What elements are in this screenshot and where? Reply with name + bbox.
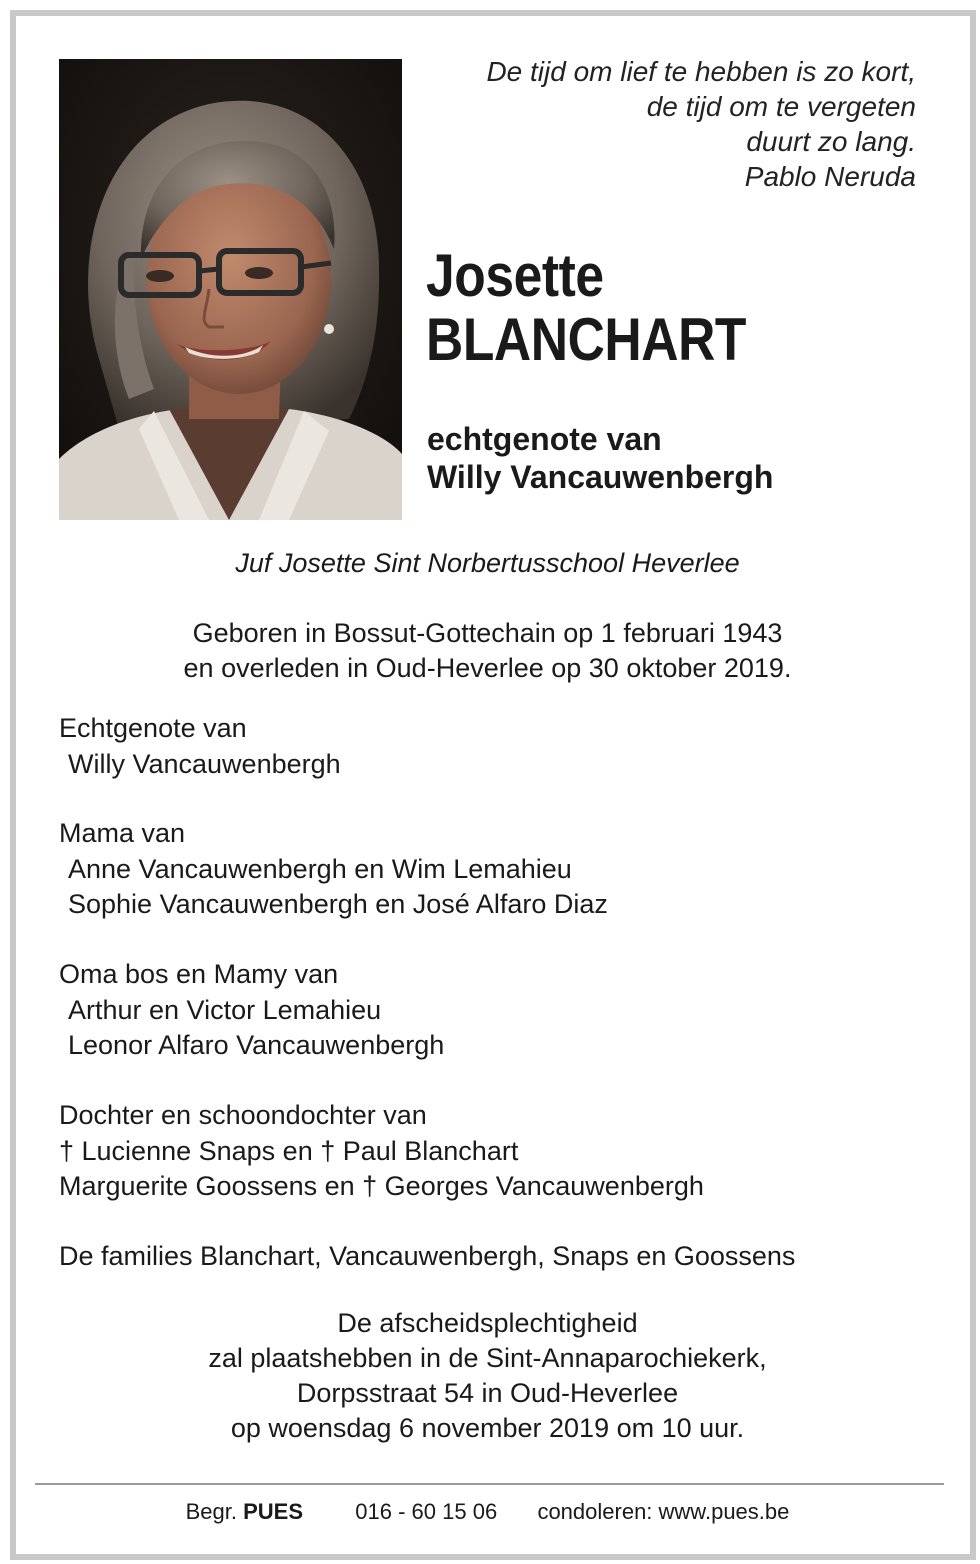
families-text: De families Blanchart, Vancauwenbergh, Snaps en Goossens: [59, 1241, 796, 1271]
relation-grandchildren: [59, 957, 444, 1064]
birth-line: Geboren in Bossut-Gottechain op 1 februari 1943: [192, 618, 783, 648]
relation-name: Leonor Alfaro Vancauwenbergh: [68, 1030, 445, 1060]
ceremony-line: Dorpsstraat 54 in Oud-Heverlee: [296, 1378, 679, 1408]
relation-heading: Mama van: [59, 818, 186, 848]
quote-author: Pablo Neruda: [744, 161, 916, 192]
relation-heading: Oma bos en Mamy van: [59, 959, 339, 989]
funeral-company: PUES: [243, 1499, 304, 1524]
relation-name: Marguerite Goossens en † Georges Vancauwenbergh: [59, 1171, 704, 1201]
last-name: BLANCHART: [426, 306, 747, 373]
subtitle: Juf Josette Sint Norbertusschool Heverlee: [235, 548, 740, 578]
relation-heading: Dochter en schoondochter van: [59, 1100, 427, 1130]
relation-name: Anne Vancauwenbergh en Wim Lemahieu: [68, 853, 572, 884]
relation-name: Arthur en Victor Lemahieu: [68, 994, 382, 1025]
spouse-label: echtgenote van: [427, 421, 662, 457]
spouse-name: Willy Vancauwenbergh: [427, 459, 774, 495]
quote: [416, 54, 916, 194]
ceremony-line: zal plaatshebben in de Sint-Annaparochiekerk,: [208, 1343, 767, 1373]
birth-death-info: [0, 616, 975, 686]
ceremony-line: op woensdag 6 november 2019 om 10 uur.: [230, 1413, 745, 1443]
portrait-photo: [59, 59, 402, 520]
relation-name: † Lucienne Snaps en † Paul Blanchart: [59, 1135, 519, 1166]
footer-prefix: Begr.: [185, 1499, 237, 1524]
relation-spouse: [59, 711, 341, 782]
spouse-heading: [427, 420, 773, 496]
quote-line: De tijd om lief te hebben is zo kort,: [486, 56, 916, 87]
footer-divider: [35, 1483, 944, 1485]
death-line: en overleden in Oud-Heverlee op 30 oktober 2019.: [183, 653, 792, 683]
deceased-name: [426, 244, 746, 372]
relation-heading: Echtgenote van: [59, 713, 247, 743]
relation-children: [59, 816, 608, 923]
relation-name: Sophie Vancauwenbergh en José Alfaro Diaz: [68, 889, 608, 919]
ceremony-info: [0, 1306, 975, 1446]
relation-name: Willy Vancauwenbergh: [68, 748, 341, 779]
footer-phone: 016 - 60 15 06: [355, 1499, 498, 1524]
relation-parents: [59, 1098, 704, 1205]
footer-condolences: condoleren: www.pues.be: [537, 1499, 790, 1524]
quote-line: duurt zo lang.: [746, 126, 916, 157]
first-name: Josette: [426, 242, 604, 309]
ceremony-line: De afscheidsplechtigheid: [337, 1308, 638, 1338]
families-line: [59, 1239, 795, 1275]
quote-line: de tijd om te vergeten: [646, 91, 916, 122]
footer: [0, 1498, 975, 1526]
